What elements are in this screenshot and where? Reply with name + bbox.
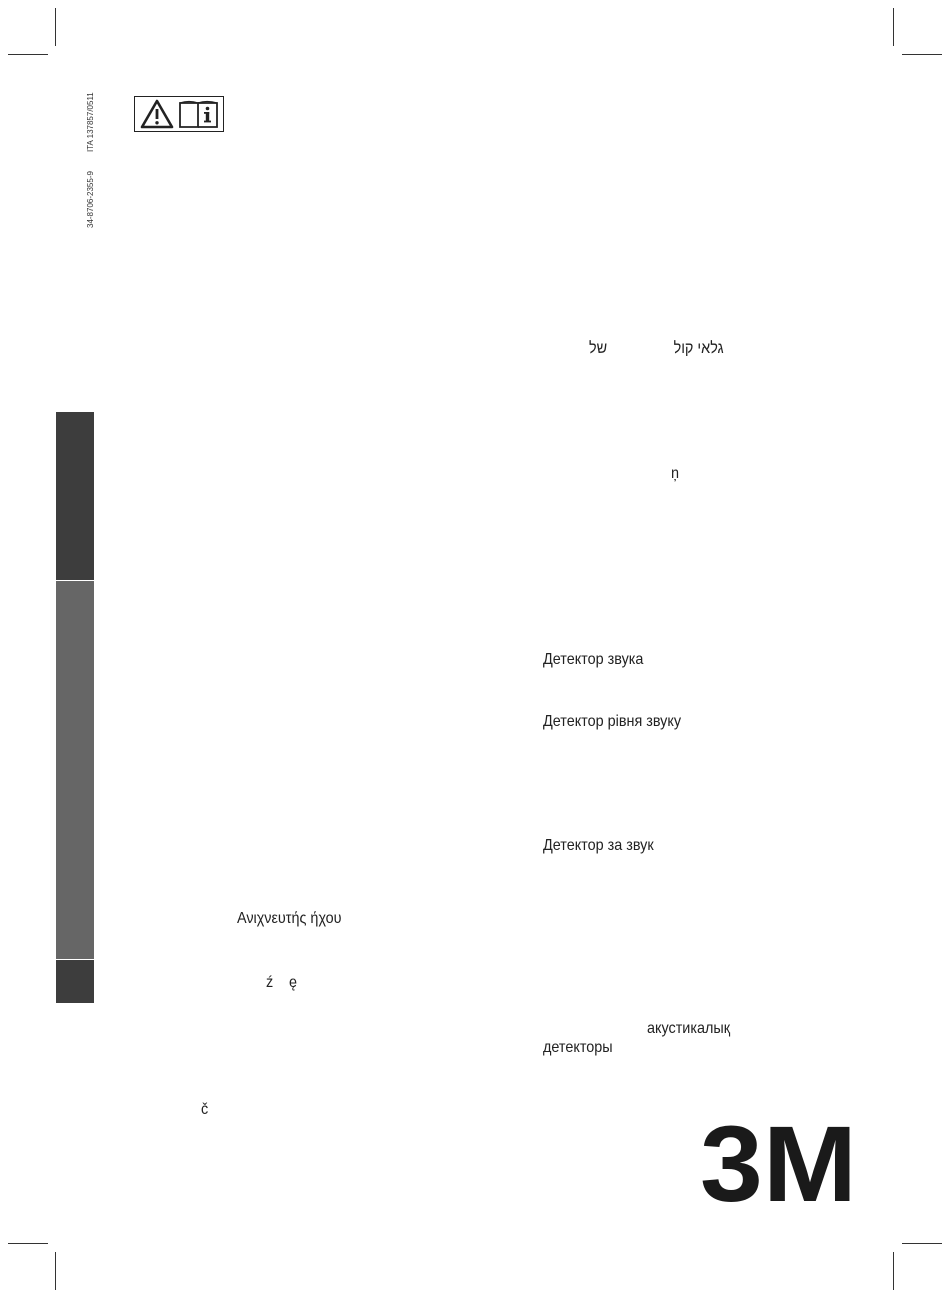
- side-tab-mid: [56, 581, 94, 959]
- czech-char: č: [201, 1101, 209, 1118]
- ukrainian-title: Детектор рівня звуку: [543, 713, 682, 730]
- crop-mark: [8, 1243, 48, 1244]
- russian-title: Детектор звука: [543, 651, 644, 668]
- crop-mark: [55, 8, 56, 46]
- crop-mark: [893, 1252, 894, 1290]
- kazakh-title-b: детекторы: [543, 1039, 613, 1056]
- document-code: ITA 137857/0511: [86, 92, 95, 152]
- hebrew-word: של: [588, 340, 607, 357]
- part-number: 34-8706-2355-9: [86, 171, 95, 228]
- crop-mark: [55, 1252, 56, 1290]
- polish-char-e: ę: [289, 974, 298, 991]
- warning-triangle-icon: [139, 98, 175, 130]
- crop-mark: [902, 1243, 942, 1244]
- kazakh-title-a: акустикалық: [647, 1020, 731, 1037]
- brand-logo: [700, 1122, 857, 1204]
- polish-char-z: ź: [266, 974, 274, 991]
- brand-logo-text: 3M: [700, 1122, 857, 1204]
- read-manual-info-icon: [177, 98, 221, 130]
- latvian-char: ņ: [671, 465, 680, 482]
- side-tab-dark-bottom: [56, 960, 94, 1003]
- crop-mark: [893, 8, 894, 46]
- warning-manual-symbol: [134, 96, 224, 132]
- crop-mark: [8, 54, 48, 55]
- side-tab-dark-top: [56, 412, 94, 580]
- crop-mark: [902, 54, 942, 55]
- hebrew-title: גלאי קול: [673, 340, 724, 357]
- greek-title: Ανιχνευτής ήχου: [237, 910, 342, 927]
- bulgarian-title: Детектор за звук: [543, 837, 654, 854]
